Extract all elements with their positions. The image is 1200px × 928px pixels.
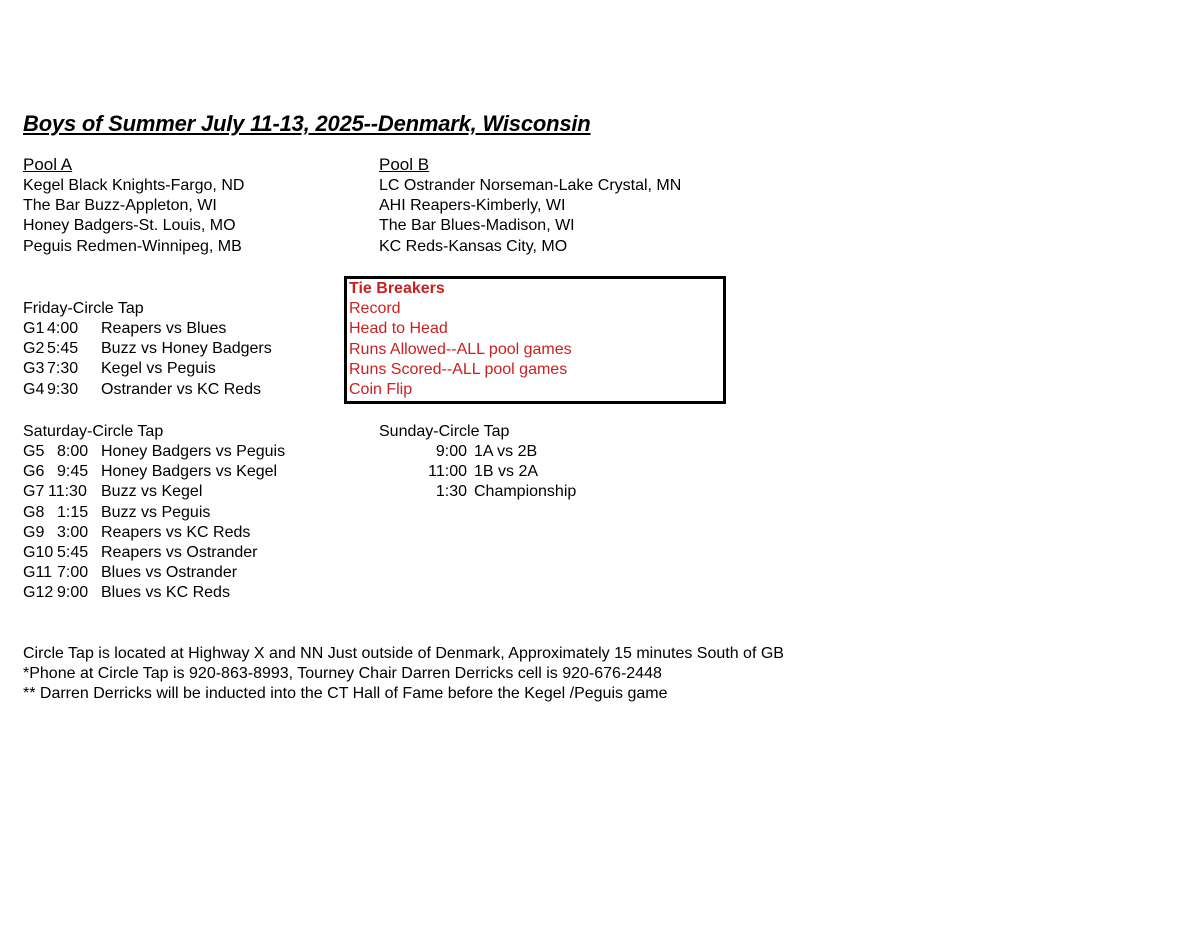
notes-list [23,644,784,705]
game-id: G11 [23,564,53,582]
game-matchup: Blues vs Ostrander [101,564,238,582]
sunday-heading: Sunday-Circle Tap [379,423,510,440]
game-row [23,482,343,502]
game-matchup: Honey Badgers vs Peguis [101,443,286,460]
page-title: Boys of Summer July 11-13, 2025--Denmark, Wisconsin [23,111,591,136]
friday-heading: Friday-Circle Tap [23,300,144,317]
game-row [379,442,659,462]
game-time: 3:00 [57,523,89,541]
game-row [23,543,343,563]
pool-a-team: Peguis Redmen-Winnipeg, MB [23,237,242,255]
pool-a-team: Kegel Black Knights-Fargo, ND [23,177,245,194]
game-id: G8 [23,503,45,521]
game-row [23,503,343,523]
pool-b-list [379,176,681,257]
note-line: *Phone at Circle Tap is 920-863-8993, Tourney Chair Darren Derricks cell is 920-676-2448 [23,665,662,683]
game-time: 7:30 [47,360,79,378]
game-row [379,482,659,502]
tie-breakers-list [349,279,572,400]
pool-a-list [23,176,244,257]
tie-breaker-item: Coin Flip [349,380,413,398]
game-matchup: Buzz vs Peguis [101,503,211,521]
game-matchup: Honey Badgers vs Kegel [101,463,278,481]
game-id: G1 [23,320,45,337]
game-id: G7 [23,483,45,501]
game-row [23,339,343,359]
game-matchup: 1A vs 2B [474,443,538,460]
saturday-schedule [23,442,343,604]
friday-schedule [23,319,343,400]
tie-breaker-item: Record [349,300,401,318]
game-id: G9 [23,523,45,541]
game-row [23,563,343,583]
game-matchup: Reapers vs Blues [101,320,227,337]
game-time: 1:30 [435,483,467,501]
pool-b-team: AHI Reapers-Kimberly, WI [379,197,566,215]
saturday-heading: Saturday-Circle Tap [23,423,164,440]
pool-b-team: The Bar Blues-Madison, WI [379,217,575,235]
game-time: 5:45 [57,543,89,561]
game-matchup: Buzz vs Honey Badgers [101,340,272,358]
game-id: G3 [23,360,45,378]
game-row [23,359,343,379]
game-row [23,583,343,603]
game-time: 11:30 [48,483,87,501]
game-matchup: Reapers vs Ostrander [101,543,258,561]
game-time: 1:15 [57,503,89,521]
tie-breaker-item: Runs Scored--ALL pool games [349,360,568,378]
game-row [23,319,343,339]
game-id: G2 [23,340,45,358]
game-time: 9:00 [57,584,89,602]
game-id: G6 [23,463,45,481]
tie-breakers-heading: Tie Breakers [349,280,445,297]
game-matchup: Reapers vs KC Reds [101,523,251,541]
game-time: 7:00 [57,564,89,582]
note-line: ** Darren Derricks will be inducted into the CT Hall of Fame before the Kegel /Peguis game [23,685,668,703]
game-matchup: Kegel vs Peguis [101,360,216,378]
game-matchup: Ostrander vs KC Reds [101,380,262,398]
game-time: 9:00 [435,443,467,460]
tie-breaker-item: Head to Head [349,320,448,338]
pool-b-team: LC Ostrander Norseman-Lake Crystal, MN [379,177,682,194]
pool-a-team: Honey Badgers-St. Louis, MO [23,217,236,235]
game-matchup: Blues vs KC Reds [101,584,230,602]
game-time: 4:00 [47,320,79,337]
pool-a-heading: Pool A [23,155,73,174]
game-id: G4 [23,380,45,398]
pool-b-heading: Pool B [379,155,430,174]
pool-a-team: The Bar Buzz-Appleton, WI [23,197,217,215]
game-row [23,442,343,462]
game-id: G5 [23,443,45,460]
game-matchup: Championship [474,483,577,501]
game-row [379,462,659,482]
sunday-schedule [379,442,659,503]
game-time: 8:00 [57,443,89,460]
game-row [23,462,343,482]
game-id: G10 [23,543,54,561]
game-row [23,523,343,543]
note-line: Circle Tap is located at Highway X and NN Just outside of Denmark, Approximately 15 minutes South of GB [23,645,784,662]
game-matchup: Buzz vs Kegel [101,483,203,501]
game-time: 11:00 [428,463,467,481]
tie-breaker-item: Runs Allowed--ALL pool games [349,340,572,358]
game-id: G12 [23,584,54,602]
game-row [23,380,343,400]
game-time: 5:45 [47,340,79,358]
pool-b-team: KC Reds-Kansas City, MO [379,237,568,255]
game-time: 9:30 [47,380,79,398]
game-matchup: 1B vs 2A [474,463,539,481]
game-time: 9:45 [57,463,89,481]
